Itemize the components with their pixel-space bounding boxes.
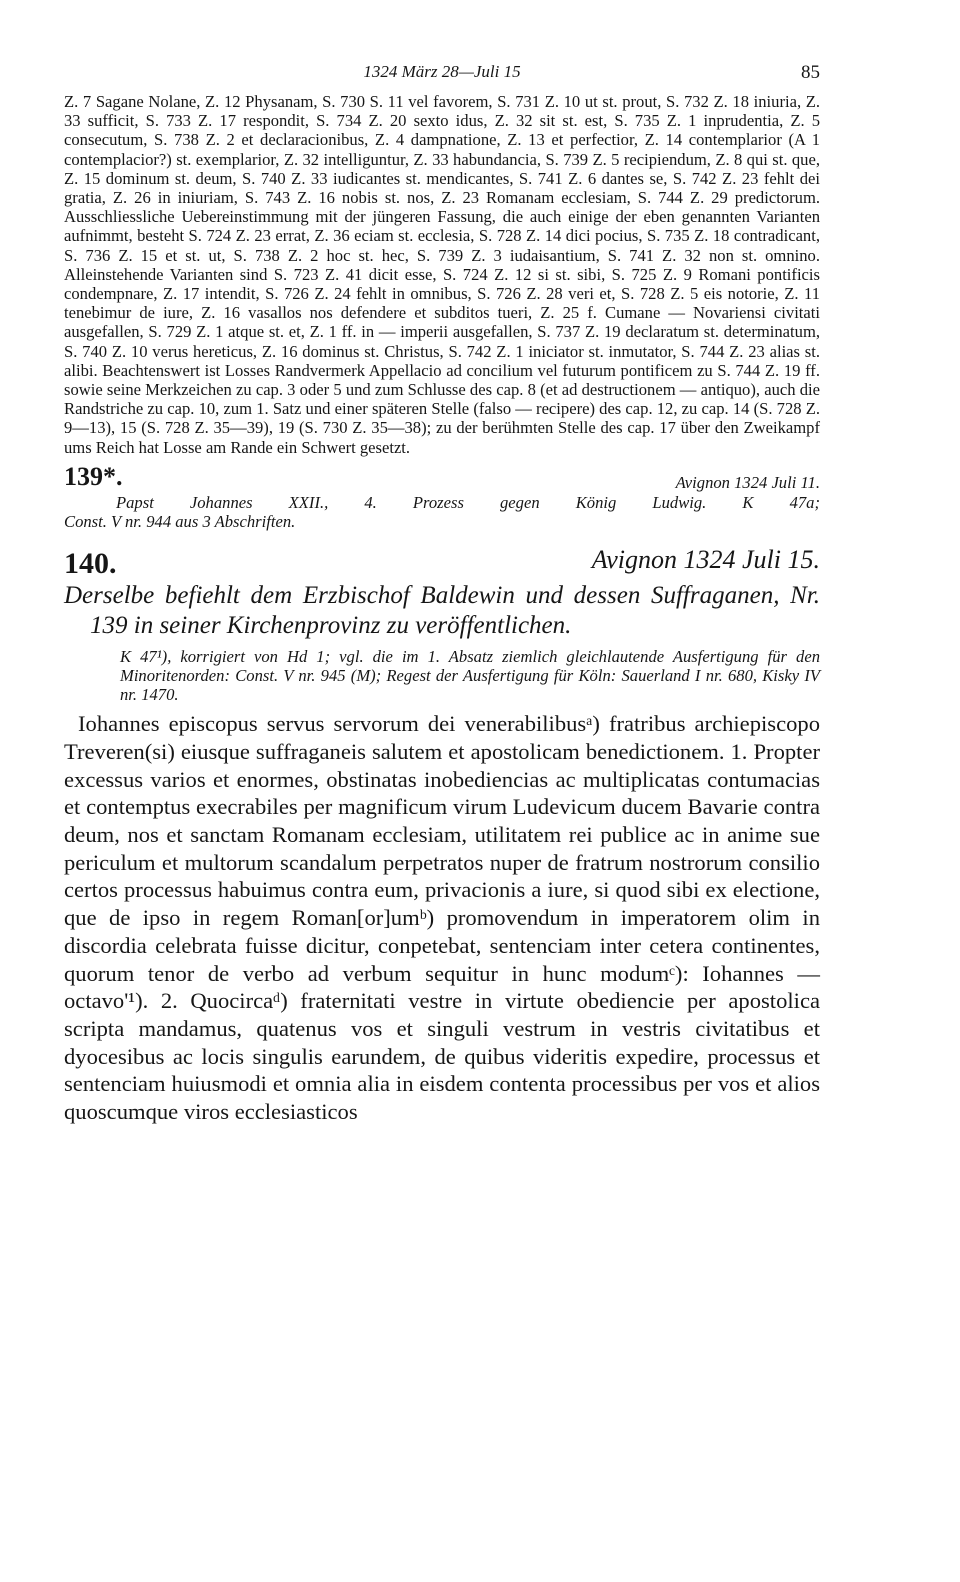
header-title: 1324 März 28—Juli 15 xyxy=(363,62,521,81)
entry-140-sources-text: K 47¹), korrigiert von Hd 1; vgl. die im 1. Absatz ziemlich gleichlautende Ausfertigung für den Minoritenorden: Const. V nr. 945 (M); Regest der Ausfertigung für Köln: Sauerland I nr. 680, Kisky IV nr. 1470. xyxy=(120,647,820,705)
entry-140-heading xyxy=(64,545,820,579)
entry-139-place-date: Avignon 1324 Juli 11. xyxy=(675,472,820,492)
page-number: 85 xyxy=(801,62,820,83)
document-text xyxy=(64,710,820,1126)
document-text-paragraph: Iohannes episcopus servus servorum dei venerabilibusᵃ) fratribus archiepiscopo Treveren(si) eiusque suffraganeis salutem et apostolicam benedictionem. 1. Propter excessus varios et enormes, obstinatas inobediencias ac multiplicatas contumacias et contemptus execrabiles per magnificum virum Ludevicum ducem Bavarie contra deum, nos et sanctam Romanam ecclesiam, utilitatem rei publice ac in anime sue periculum et multorum scandalum perpetratos nuper de fratrum nostrorum consilio certos processus habuimus contra eum, privacionis a iure, si quod sibi ex electione, que de ipso in regem Roman[or]umᵇ) promovendum in imperatorem olim in discordia celebrata fuisse dicitur, conpetebat, sentenciam inter cetera continentes, quorum tenor de verbo ad verbum sequitur in hunc modumᶜ): Iohannes — octavo'¹). 2. Quocircaᵈ) fraternitati vestre in virtute obediencie per apostolica scripta mandamus, quatenus vos et singuli vestrum in vestris civitatibus et dyocesibus ac locis singulis earundem, de quibus videritis expedire, processus et sentenciam huiusmodi et omnia alia in eisdem contenta processibus per vos et alios quoscumque viros ecclesiasticos xyxy=(64,711,820,1125)
variant-notes xyxy=(64,92,820,457)
entry-139-description: Papst Johannes XXII., 4. Prozess gegen König Ludwig. K 47a; xyxy=(116,492,820,512)
entry-139-number: 139*. xyxy=(64,461,123,491)
variant-notes-paragraph: Z. 7 Sagane Nolane, Z. 12 Physanam, S. 730 S. 11 vel favorem, S. 731 Z. 10 ut st. prout, S. 732 Z. 18 iniuria, Z. 33 sufficit, S. 733 Z. 17 respondit, S. 734 Z. 20 sexto idus, Z. 32 sit st. est, S. 735 Z. 1 inprudentia, Z. 5 consecutum, S. 738 Z. 2 et declaracionibus, Z. 4 dampnatione, Z. 13 et perfectior, Z. 14 contemplarior (A 1 contemplacior?) st. exemplarior, Z. 32 intelliguntur, Z. 33 habundancia, S. 739 Z. 5 recipiendum, Z. 8 qui st. que, Z. 15 dominum st. deum, S. 740 Z. 33 iudicantes st. mendicantes, S. 741 Z. 6 dantes se, S. 742 Z. 23 fehlt dei gratia, Z. 26 in iniuriam, S. 743 Z. 16 nobis st. nos, Z. 23 Romanam ecclesiam, S. 744 Z. 29 predictorum. Ausschliessliche Uebereinstimmung mit der jüngeren Fassung, die auch einige der eben genannten Varianten aufnimmt, besteht S. 724 Z. 23 errat, Z. 36 eciam st. ecclesia, S. 728 Z. 14 dici pocius, S. 735 Z. 18 contradicant, S. 736 Z. 15 et st. ut, S. 738 Z. 2 hoc st. hec, S. 739 Z. 3 iudaisantium, S. 741 Z. 32 non st. omnino. Alleinstehende Varianten sind S. 723 Z. 41 dicit esse, S. 724 Z. 12 si st. sibi, S. 725 Z. 9 Romani pontificis condempnare, Z. 17 intendit, S. 726 Z. 24 fehlt in omnibus, S. 726 Z. 28 veri et, S. 728 Z. 5 eis notorie, Z. 11 tenebimur de iure, Z. 16 vasallos nos defendere et subditos tueri, Z. 25 f. Cumane — Novariensi civitati ausgefallen, S. 729 Z. 1 atque st. et, Z. 1 ff. in — imperii ausgefallen, S. 737 Z. 19 declaratum st. determinatum, S. 740 Z. 10 verus hereticus, Z. 16 dominus st. Christus, S. 742 Z. 1 iniciator st. inmutator, S. 744 Z. 23 alias st. alibi. Beachtenswert ist Losses Randvermerk Appellacio ad concilium vel futurum pontificem zu S. 744 Z. 19 ff. sowie seine Merkzeichen zu cap. 3 oder 5 und zum Schlusse des cap. 8 (et ad destructionem — antiquo), auch die Randstriche zu cap. 10, zum 1. Satz und einer späteren Stelle (falso — recipere) des cap. 12, zu cap. 14 (S. 728 Z. 9—13), 15 (S. 728 Z. 35—39), 19 (S. 730 Z. 35—38); zu der berühmten Stelle des cap. 17 über den Zweikampf ums Reich hat Losse am Rande ein Schwert gesetzt. xyxy=(64,92,820,457)
entry-140-sources xyxy=(64,647,820,704)
entry-139-reference: Const. V nr. 944 aus 3 Abschriften. xyxy=(64,512,296,532)
entry-140-summary: Derselbe befiehlt dem Erzbischof Baldewin und dessen Suffraganen, Nr. 139 in seiner Kirchenprovinz zu veröffentlichen. xyxy=(64,582,820,640)
entry-140-number: 140. xyxy=(64,547,117,581)
entry-139 xyxy=(64,461,820,532)
book-page xyxy=(64,58,820,1126)
running-header xyxy=(64,58,820,92)
entry-140-place-date: Avignon 1324 Juli 15. xyxy=(591,545,820,575)
